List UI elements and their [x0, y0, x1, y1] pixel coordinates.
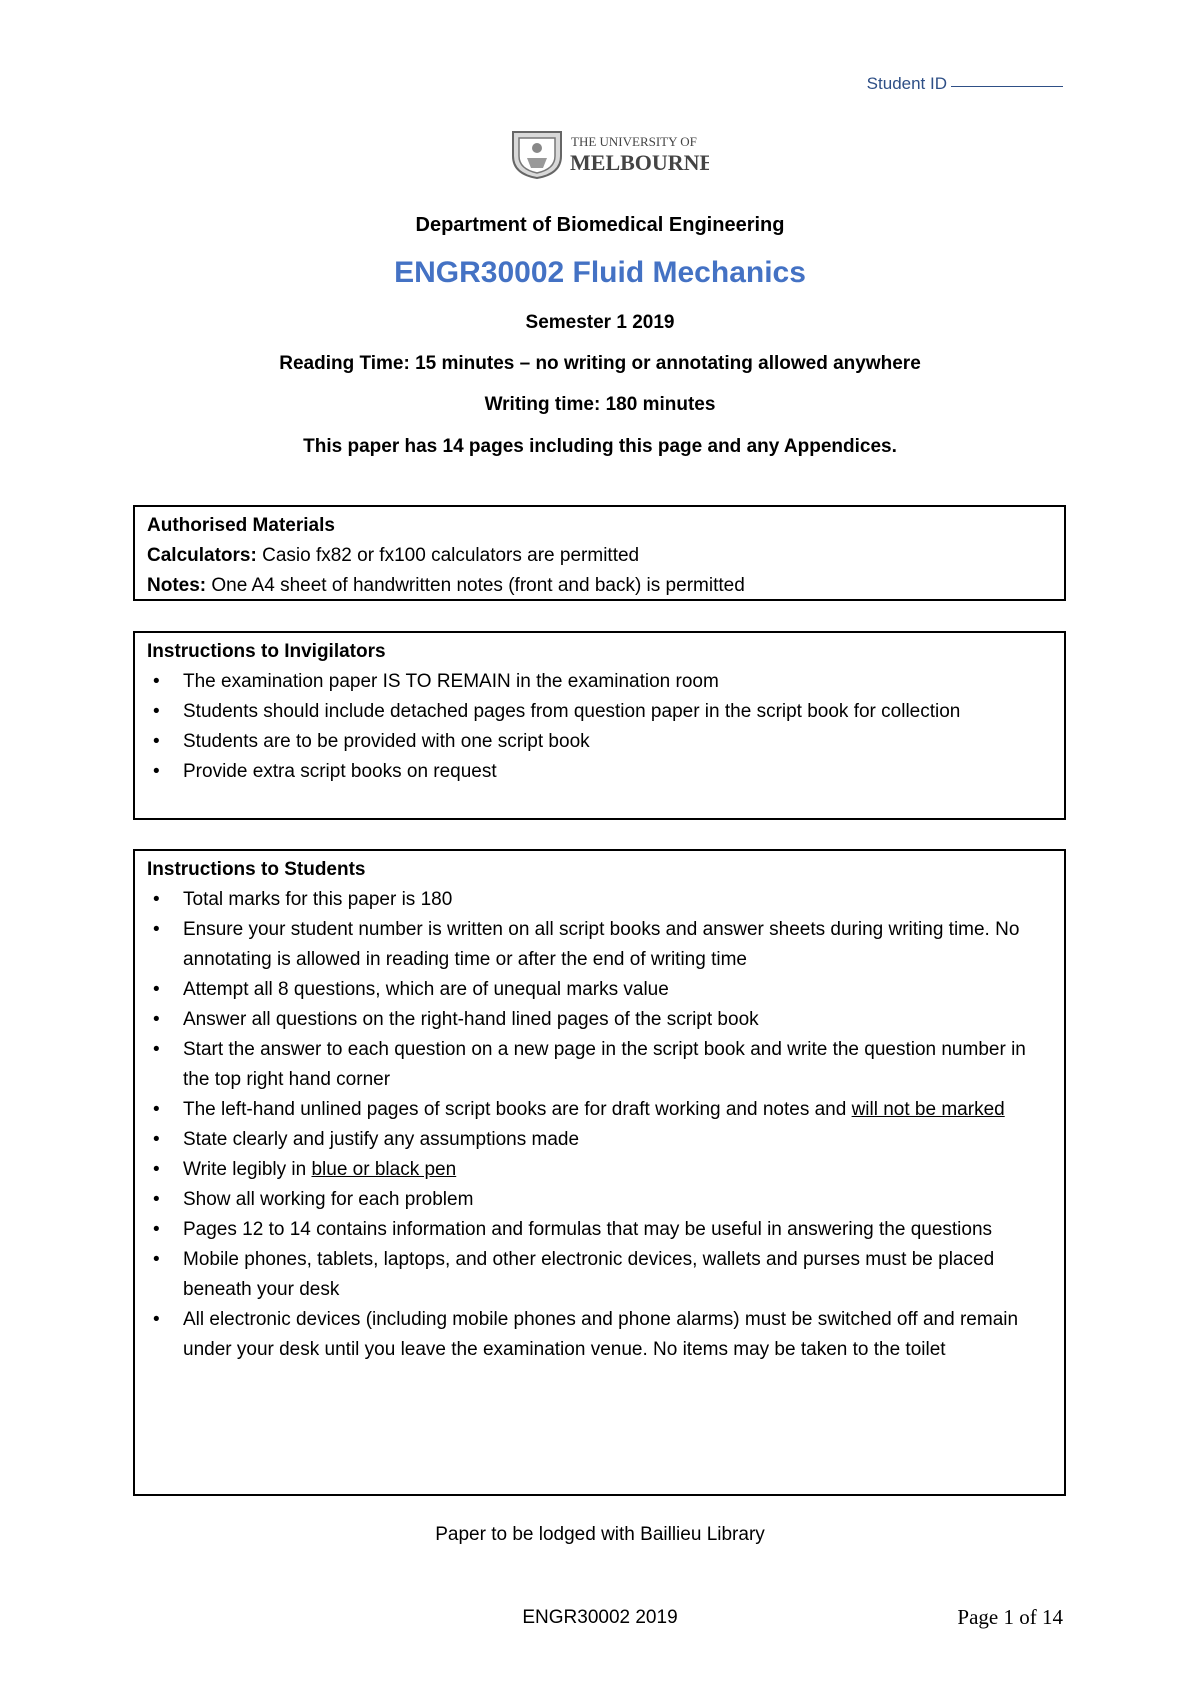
notes-line — [147, 571, 1054, 601]
list-item-text: Write legibly in — [183, 1159, 312, 1180]
authorised-materials-heading: Authorised Materials — [147, 515, 335, 536]
list-item: • Attempt all 8 questions, which are of unequal marks value — [147, 975, 1054, 1005]
student-instructions-list — [147, 885, 1054, 1365]
university-logo — [509, 128, 709, 180]
page-count: This paper has 14 pages including this page and any Appendices. — [303, 436, 897, 457]
student-instructions-box — [133, 849, 1066, 1496]
writing-time: Writing time: 180 minutes — [484, 394, 716, 415]
svg-text:MELBOURNE: MELBOURNE — [570, 150, 709, 175]
list-item: • All electronic devices (including mobile phones and phone alarms) must be switched off and remain under your desk until you leave the examination venue. No items may be taken to the toilet — [147, 1305, 1054, 1365]
list-item: • Provide extra script books on request — [147, 757, 1054, 787]
list-item-text: The left-hand unlined pages of script books are for draft working and notes and — [183, 1099, 852, 1120]
reading-time: Reading Time: 15 minutes – no writing or annotating allowed anywhere — [279, 353, 921, 374]
student-instructions-heading: Instructions to Students — [147, 859, 366, 880]
footer-page-number: Page 1 of 14 — [957, 1605, 1063, 1629]
list-item: • Pages 12 to 14 contains information and formulas that may be useful in answering the questions — [147, 1215, 1054, 1245]
underlined-text: will not be marked — [851, 1099, 1005, 1120]
list-item: • Start the answer to each question on a new page in the script book and write the question number in the top right hand corner — [147, 1035, 1054, 1095]
list-item: • Students are to be provided with one script book — [147, 727, 1054, 757]
course-title: ENGR30002 Fluid Mechanics — [394, 256, 806, 289]
lodging-note: Paper to be lodged with Baillieu Library — [435, 1524, 765, 1545]
semester: Semester 1 2019 — [525, 312, 675, 333]
svg-text:THE UNIVERSITY OF: THE UNIVERSITY OF — [571, 134, 697, 149]
underlined-text: blue or black pen — [311, 1159, 457, 1180]
calculators-text: Casio fx82 or fx100 calculators are permitted — [256, 545, 640, 566]
list-item — [147, 1155, 1054, 1185]
list-item — [147, 1095, 1054, 1125]
invigilator-instructions-heading: Instructions to Invigilators — [147, 641, 386, 662]
invigilator-instructions-box — [133, 631, 1066, 820]
student-id-label: Student ID — [866, 74, 947, 93]
calculators-label: Calculators: — [147, 545, 257, 566]
notes-text: One A4 sheet of handwritten notes (front and back) is permitted — [206, 575, 745, 596]
invigilator-instructions-list — [147, 667, 1054, 787]
crest-icon — [513, 132, 561, 178]
list-item: • Show all working for each problem — [147, 1185, 1054, 1215]
list-item: • Answer all questions on the right-hand lined pages of the script book — [147, 1005, 1054, 1035]
list-item: • Total marks for this paper is 180 — [147, 885, 1054, 915]
student-id-field — [867, 74, 1063, 94]
department-name: Department of Biomedical Engineering — [415, 214, 785, 236]
calculators-line — [147, 541, 1054, 571]
list-item: • State clearly and justify any assumptions made — [147, 1125, 1054, 1155]
notes-label: Notes: — [147, 575, 207, 596]
list-item: • Ensure your student number is written on all script books and answer sheets during writing time. No annotating is allowed in reading time or after the end of writing time — [147, 915, 1054, 975]
list-item: • The examination paper IS TO REMAIN in the examination room — [147, 667, 1054, 697]
footer-course-code: ENGR30002 2019 — [522, 1607, 678, 1628]
student-id-blank — [951, 86, 1063, 87]
list-item: • Mobile phones, tablets, laptops, and other electronic devices, wallets and purses must be placed beneath your desk — [147, 1245, 1054, 1305]
authorised-materials-box — [133, 505, 1066, 601]
list-item: • Students should include detached pages from question paper in the script book for collection — [147, 697, 1054, 727]
